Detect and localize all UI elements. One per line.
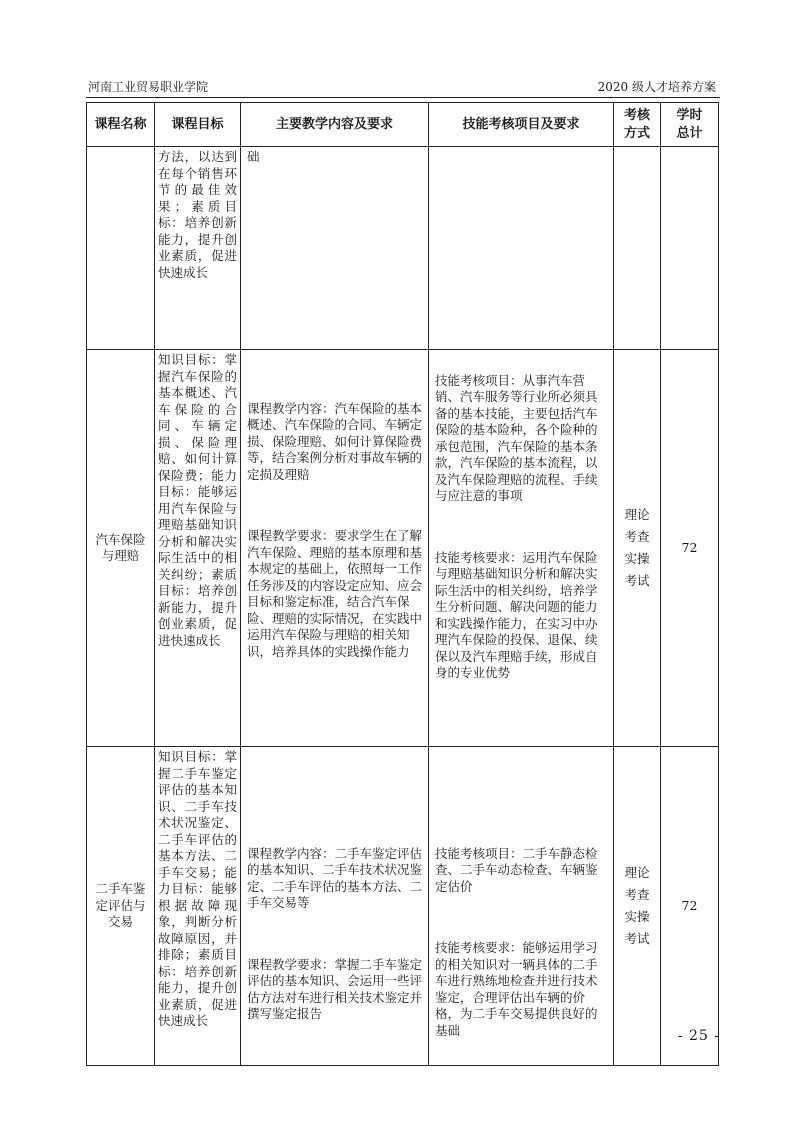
- header-plan-title: 2020 级人才培养方案: [597, 80, 716, 94]
- method-cell: 理论 考查 实操 考试: [614, 747, 661, 1066]
- course-name-cell: 汽车保险与理赔: [87, 350, 155, 747]
- table-header-row: [87, 103, 719, 147]
- method-cell: [614, 147, 661, 350]
- content-cell: [241, 350, 429, 747]
- skill-requirement-text: 技能考核要求：运用汽车保险与理赔基础知识分析和解决实际生活中的相关纠纷，培养学生分析问题、解决问题的能力和实践操作能力，在实习中办理汽车保险的投保、退保、续保以及汽车理赔手续，形成自身的专业优势: [435, 549, 598, 680]
- content-requirement-text: 课程教学要求：要求学生在了解汽车保险、理赔的基本原理和基本规定的基础上，依照每一工作任务涉及的内容设定应知、应会目标和鉴定标准，结合汽车保险、理赔的实际情况，在实践中运用汽车保险与理赔的相关知识，培养具体的实践操作能力: [247, 528, 423, 659]
- page-header: [86, 76, 718, 98]
- skill-item-text: 技能考核项目：从事汽车营销、汽车服务等行业所必须具备的基本技能，主要包括汽车保险的基本险种，各个险种的承包范围，汽车保险的基本条款，汽车保险的基本流程，以及汽车保险理赔的流程、手续与应注意的事项: [435, 372, 598, 503]
- hours-cell: [661, 147, 719, 350]
- course-goal-cell: 知识目标：掌握二手车鉴定评估的基本知识、二手车技术状况鉴定、二手车评估的基本方法、二手车交易；能力目标：能够根据故障现象，判断分析故障原因，并排除；素质目标：培养创新能力，提升创业素质，促进快速成长: [155, 747, 241, 1066]
- table-row: [87, 747, 719, 1066]
- page-number: - 25 -: [677, 1028, 720, 1044]
- skill-cell: [429, 747, 614, 1066]
- skill-cell: [429, 350, 614, 747]
- content-cell: [241, 147, 429, 350]
- content-teaching-text: 课程教学内容：汽车保险的基本概述、汽车保险的合同、车辆定损、保险理赔、如何计算保险费等，结合案例分析对事故车辆的定损及理赔: [247, 400, 423, 482]
- col-header-hours: 学时 总计: [661, 103, 719, 147]
- header-school-name: 河南工业贸易职业学院: [88, 80, 209, 94]
- method-cell: 理论 考查 实操 考试: [614, 350, 661, 747]
- skill-requirement-text: 技能考核要求：能够运用学习的相关知识对一辆具体的二手车进行熟练地检查并进行技术鉴定，合理评估出车辆的价格，为二手车交易提供良好的基础: [435, 940, 598, 1038]
- course-name-cell: [87, 147, 155, 350]
- col-header-content: 主要教学内容及要求: [241, 103, 429, 147]
- table-row: [87, 147, 719, 350]
- hours-cell: 72: [661, 350, 719, 747]
- col-header-skill: 技能考核项目及要求: [429, 103, 614, 147]
- course-goal-cell: 方法，以达到在每个销售环节的最佳效果；素质目标：培养创新能力，提升创业素质，促进快速成长: [155, 147, 241, 350]
- content-cell: [241, 747, 429, 1066]
- col-header-course-name: 课程名称: [87, 103, 155, 147]
- skill-item-text: 技能考核项目：二手车静态检查、二手车动态检查、车辆鉴定估价: [435, 845, 598, 894]
- col-header-method: 考核 方式: [614, 103, 661, 147]
- hours-cell: 72: [661, 747, 719, 1066]
- content-text: 础: [247, 149, 260, 164]
- course-goal-cell: 知识目标：掌握汽车保险的基本概述、汽车保险的合同、车辆定损、保险理赔、如何计算保险费；能力目标：能够运用汽车保险与理赔基础知识分析和解决实际生活中的相关纠纷；素质目标：培养创新能力，提升创业素质，促进快速成长: [155, 350, 241, 747]
- content-requirement-text: 课程教学要求：掌握二手车鉴定评估的基本知识、会运用一些评估方法对车进行相关技术鉴定并撰写鉴定报告: [247, 956, 423, 1021]
- skill-cell: [429, 147, 614, 350]
- col-header-course-goal: 课程目标: [155, 103, 241, 147]
- table-row: [87, 350, 719, 747]
- course-name-cell: 二手车鉴定评估与交易: [87, 747, 155, 1066]
- header-rule: [86, 97, 720, 98]
- course-table: [86, 102, 719, 1066]
- content-teaching-text: 课程教学内容：二手车鉴定评估的基本知识、二手车技术状况鉴定、二手车评估的基本方法、二手车交易等: [247, 845, 423, 910]
